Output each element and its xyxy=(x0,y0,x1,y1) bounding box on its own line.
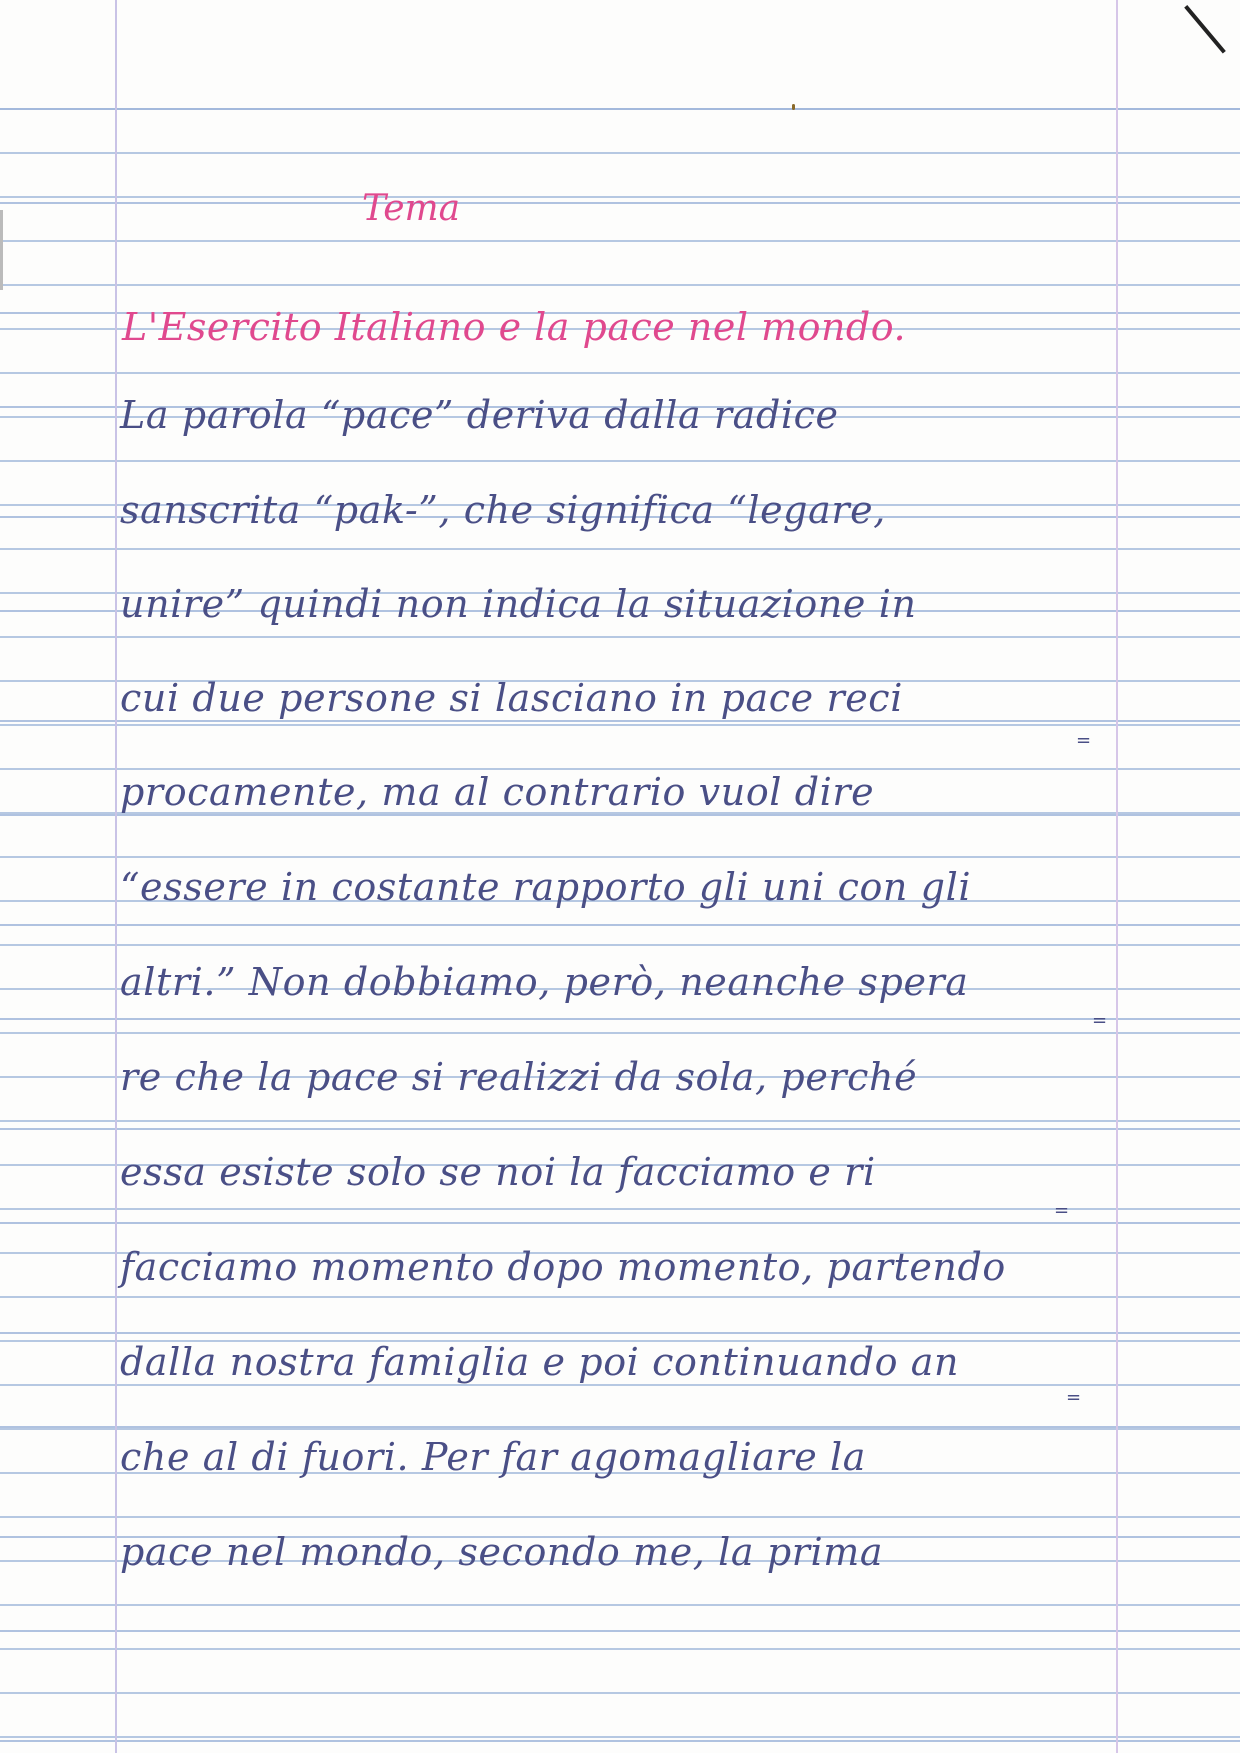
ink-dot xyxy=(792,104,795,110)
text-line: essa esiste solo se noi la facciamo e ri xyxy=(120,1150,876,1194)
binding-mark xyxy=(0,210,3,290)
essay-subtitle: L'Esercito Italiano e la pace nel mondo. xyxy=(122,305,907,349)
text-line: pace nel mondo, secondo me, la prima xyxy=(120,1530,884,1574)
text-line: cui due persone si lasciano in pace reci xyxy=(120,676,903,720)
text-line: La parola “pace” deriva dalla radice xyxy=(120,393,839,437)
text-line: re che la pace si realizzi da sola, perché xyxy=(120,1055,918,1099)
essay-title: Tema xyxy=(362,188,461,229)
text-line: “essere in costante rapporto gli uni con gli xyxy=(120,865,972,909)
hyphen-mark: = xyxy=(1092,1010,1108,1031)
right-margin-line xyxy=(1116,0,1118,1753)
text-line: dalla nostra famiglia e poi continuando an xyxy=(120,1340,960,1384)
text-line: sanscrita “pak-”, che significa “legare, xyxy=(120,488,886,532)
hyphen-mark: = xyxy=(1076,730,1092,751)
left-margin-line xyxy=(115,0,117,1753)
hyphen-mark: = xyxy=(1054,1200,1070,1221)
text-line: altri.” Non dobbiamo, però, neanche spera xyxy=(120,960,969,1004)
text-line: che al di fuori. Per far agomagliare la xyxy=(120,1435,866,1479)
text-line: procamente, ma al contrario vuol dire xyxy=(120,770,875,814)
hyphen-mark: = xyxy=(1066,1387,1082,1408)
text-line: facciamo momento dopo momento, partendo xyxy=(120,1245,1006,1289)
text-line: unire” quindi non indica la situazione in xyxy=(120,582,917,626)
